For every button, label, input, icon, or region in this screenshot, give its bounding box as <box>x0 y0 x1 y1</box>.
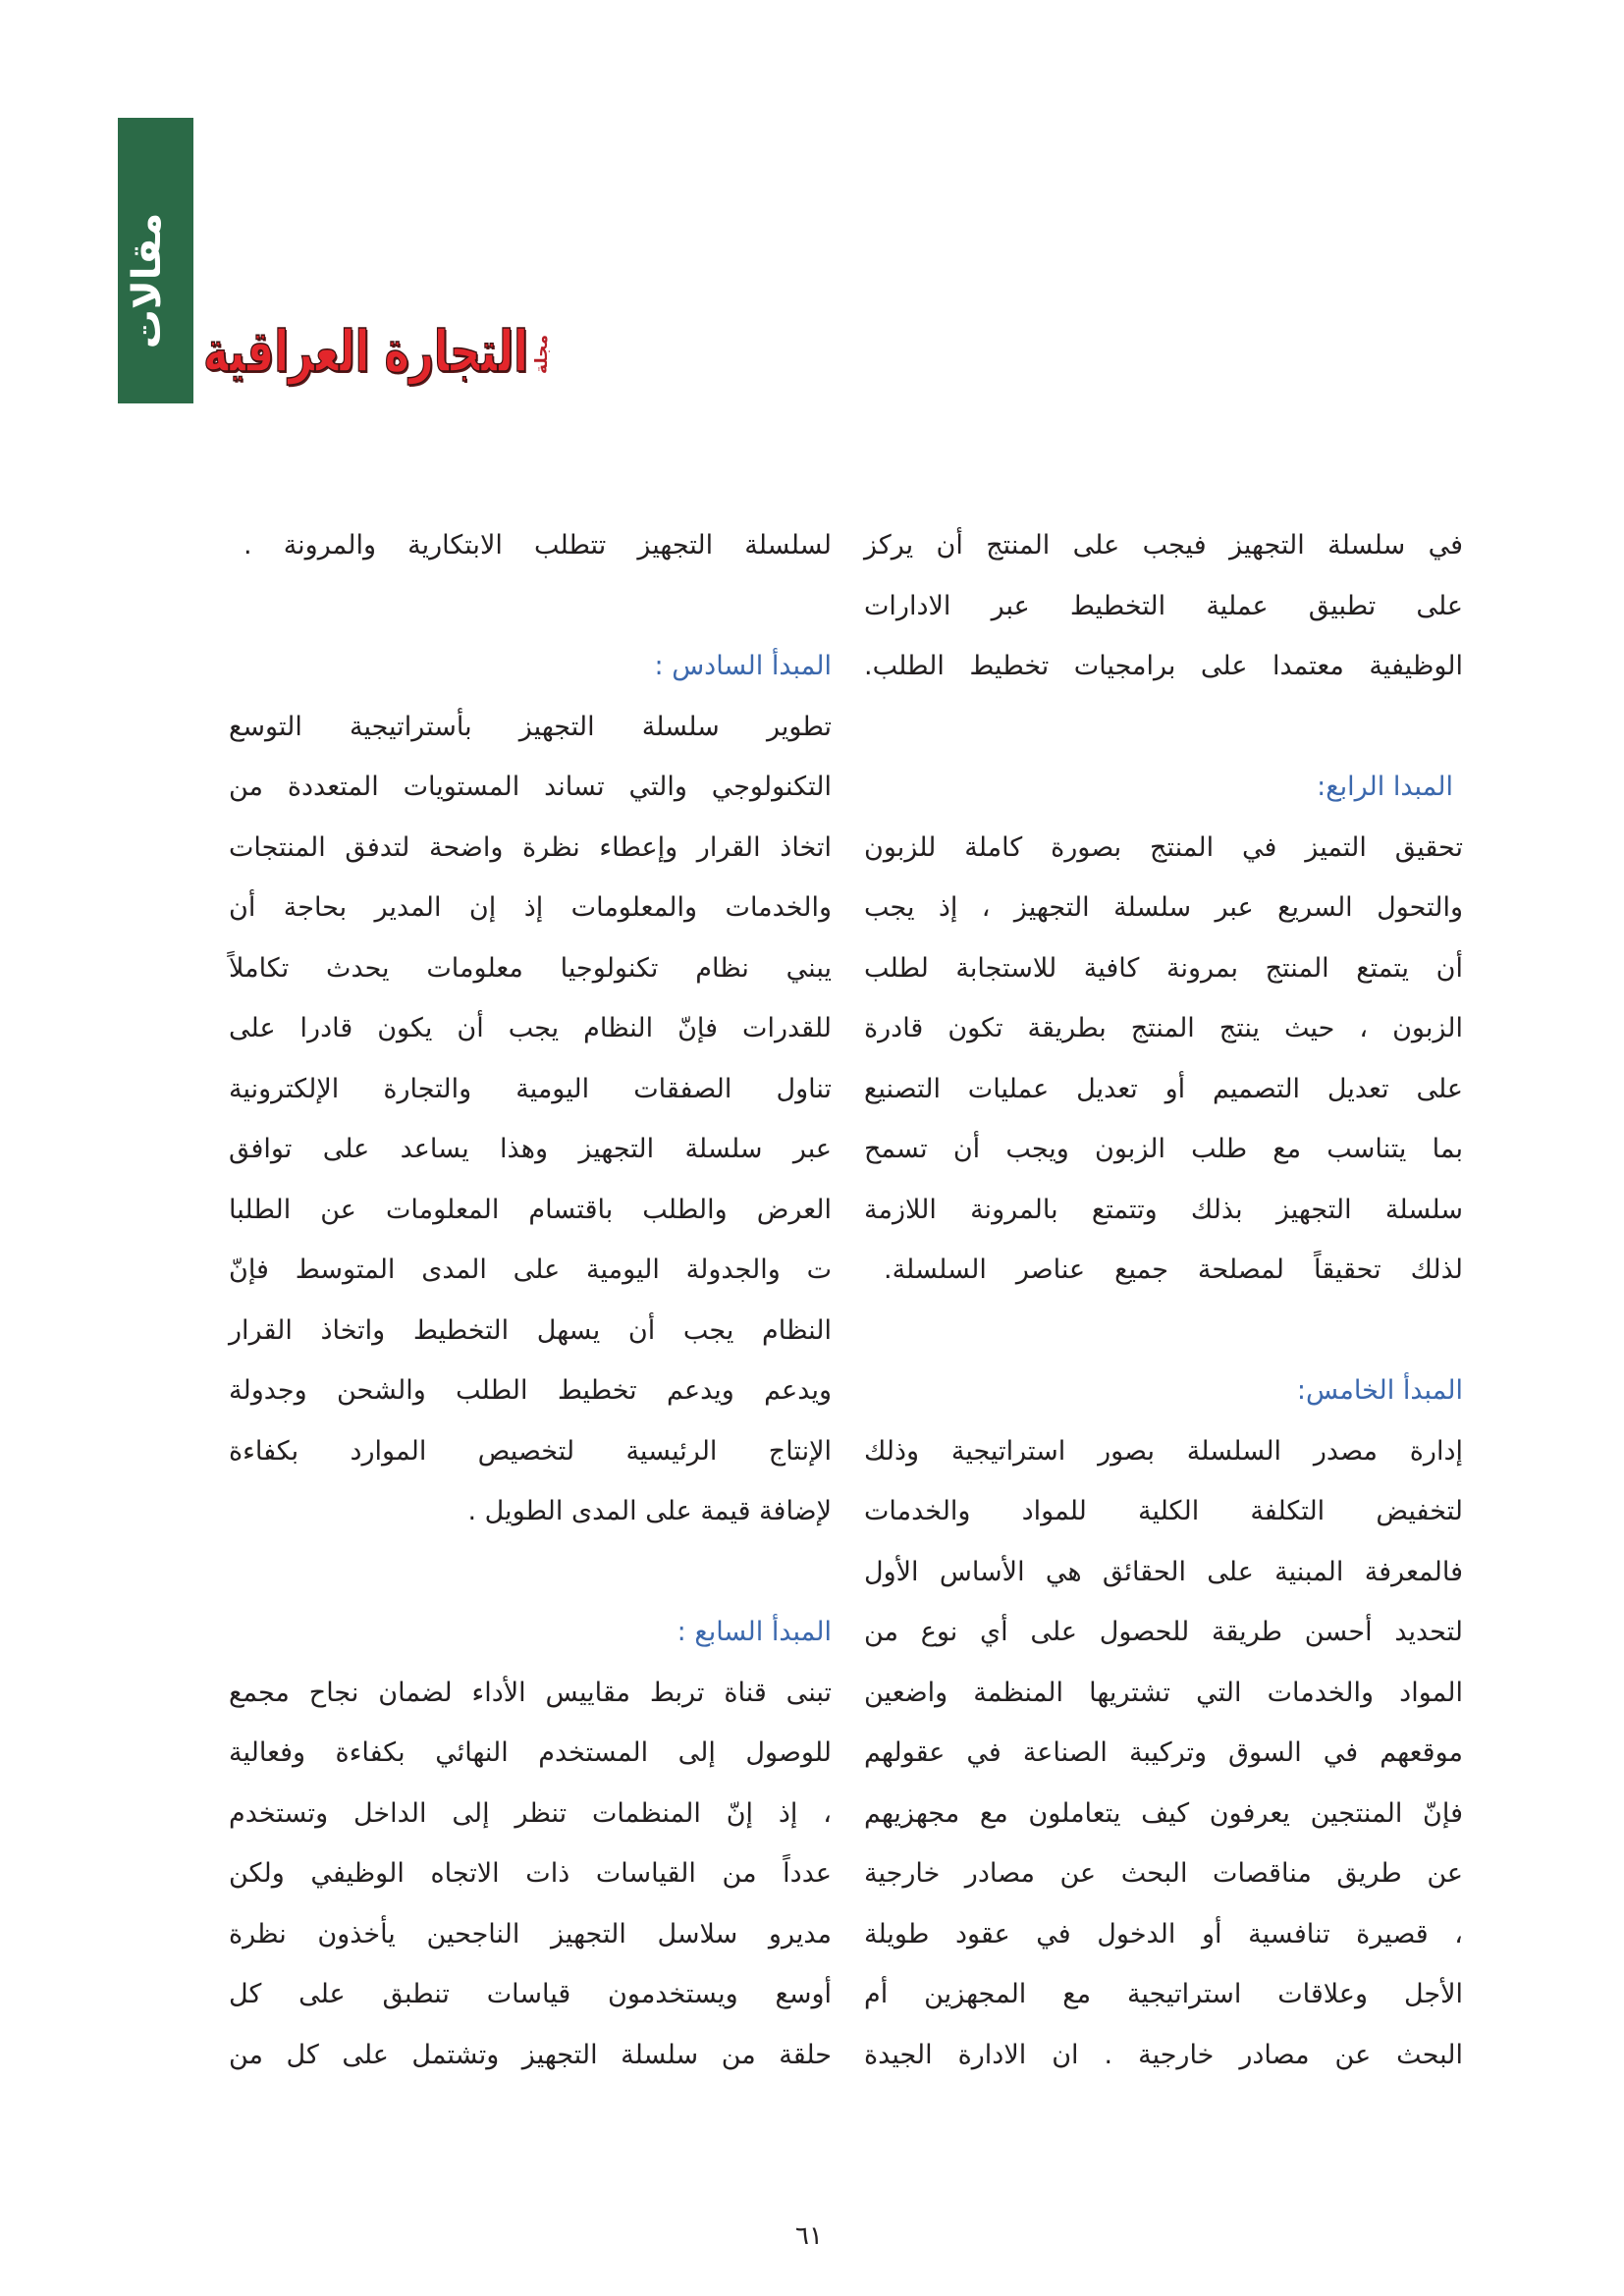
text-line: موقعهم في السوق وتركيبة الصناعة في عقولهم <box>864 1737 1463 1768</box>
page-number: ٦١ <box>795 2221 823 2251</box>
text-line: والخدمات والمعلومات إذ إن المدير بحاجة أن <box>229 892 832 923</box>
text-line: أوسع ويستخدمون قياسات تنطبق على كل <box>229 1979 832 2009</box>
text-line: والتحول السريع عبر سلسلة التجهيز ، إذ يجب <box>864 892 1463 923</box>
text-line: لتخفيض التكلفة الكلية للمواد والخدمات <box>864 1496 1463 1526</box>
text-line: لإضافة قيمة على المدى الطويل . <box>467 1496 832 1526</box>
section-heading: المبدأ السادس : <box>654 651 832 681</box>
section-heading: المبدأ السابع : <box>677 1617 832 1647</box>
section-heading: المبدا الرابع: <box>1317 772 1453 802</box>
text-line: فالمعرفة المبنية على الحقائق هي الأساس الأول <box>864 1556 1463 1587</box>
text-line: الإنتاج الرئيسية لتخصيص الموارد بكفاءة <box>229 1435 832 1467</box>
text-line: عبر سلسلة التجهيز وهذا يساعد على توافق <box>229 1134 832 1164</box>
text-line: عدداً من القياسات ذات الاتجاه الوظيفي ولكن <box>229 1858 832 1889</box>
text-line: سلسلة التجهيز بذلك وتتمتع بالمرونة اللازمة <box>864 1194 1463 1225</box>
section-tab <box>118 118 193 403</box>
magazine-logo-name: التجارة العراقية <box>203 318 528 385</box>
text-line: يبني نظام تكنولوجيا معلومات يحدث تكاملاً <box>229 952 832 984</box>
magazine-logo-label: مجلة <box>532 334 552 375</box>
text-line: لذلك تحقيقاً لمصلحة جميع عناصر السلسلة. <box>884 1255 1463 1285</box>
left-column <box>229 515 832 2085</box>
text-line: للقدرات فإنّ النظام يجب أن يكون قادرا على <box>229 1013 832 1043</box>
text-line: تطوير سلسلة التجهيز بأستراتيجية التوسع <box>229 711 832 742</box>
text-line: الأجل وعلاقات استراتيجية مع المجهزين أم <box>864 1979 1463 2009</box>
text-line: تحقيق التميز في المنتج بصورة كاملة للزبون <box>864 831 1463 863</box>
text-line: ، إذ إنّ المنظمات تنظر إلى الداخل وتستخدم <box>229 1797 832 1829</box>
text-line: للوصول إلى المستخدم النهائي بكفاءة وفعالية <box>229 1737 832 1768</box>
text-line: ، قصيرة تنافسية أو الدخول في عقود طويلة <box>864 1918 1463 1949</box>
text-line: البحث عن مصادر خارجية . ان الادارة الجيدة <box>864 2039 1463 2070</box>
text-line: لسلسلة التجهيز تتطلب الابتكارية والمرونة . <box>244 530 832 561</box>
text-line: تبنى قناة تربط مقاييس الأداء لضمان نجاح مجمع <box>229 1677 832 1708</box>
text-line: لتحديد أحسن طريقة للحصول على أي نوع من <box>864 1617 1463 1647</box>
text-line: الزبون ، حيث ينتج المنتج بطريقة تكون قادرة <box>864 1013 1463 1043</box>
text-line: التكنولوجي والتي تساند المستويات المتعددة من <box>229 772 832 802</box>
section-heading: المبدأ الخامس: <box>1296 1375 1463 1406</box>
text-line: اتخاذ القرار وإعطاء نظرة واضحة لتدفق المنتجات <box>229 831 832 863</box>
text-line: مديرو سلاسل التجهيز الناجحين يأخذون نظرة <box>229 1918 832 1949</box>
text-line: ويدعم ويدعم تخطيط الطلب والشحن وجدولة <box>229 1375 832 1406</box>
text-line: فإنّ المنتجين يعرفون كيف يتعاملون مع مجهزيهم <box>864 1797 1463 1829</box>
text-line: على تعديل التصميم أو تعديل عمليات التصنيع <box>864 1073 1463 1104</box>
text-line: الوظيفية معتمدا على برامجيات تخطيط الطلب. <box>864 651 1463 681</box>
text-line: أن يتمتع المنتج بمرونة كافية للاستجابة لطلب <box>864 952 1463 984</box>
text-line: إدارة مصدر السلسلة بصور استراتيجية وذلك <box>864 1435 1463 1467</box>
text-line: بما يتناسب مع طلب الزبون ويجب أن تسمح <box>864 1134 1463 1164</box>
text-line: ت والجدولة اليومية على المدى المتوسط فإنّ <box>229 1255 832 1285</box>
right-column <box>864 515 1463 2085</box>
section-label: مقالات <box>125 212 170 349</box>
text-line: المواد والخدمات التي تشتريها المنظمة واضعين <box>864 1677 1463 1708</box>
text-line: العرض والطلب باقتسام المعلومات عن الطلبا <box>229 1194 832 1225</box>
text-line: على تطبيق عملية التخطيط عبر الادارات <box>864 590 1463 621</box>
text-line: حلقة من سلسلة التجهيز وتشتمل على كل من <box>229 2039 832 2070</box>
text-line: النظام يجب أن يسهل التخطيط واتخاذ القرار <box>229 1314 832 1346</box>
text-line: تناول الصفقات اليومية والتجارة الإلكترونية <box>229 1073 832 1104</box>
text-line: في سلسلة التجهيز فيجب على المنتج أن يركز <box>864 530 1463 561</box>
text-line: عن طريق مناقصات البحث عن مصادر خارجية <box>864 1858 1463 1889</box>
